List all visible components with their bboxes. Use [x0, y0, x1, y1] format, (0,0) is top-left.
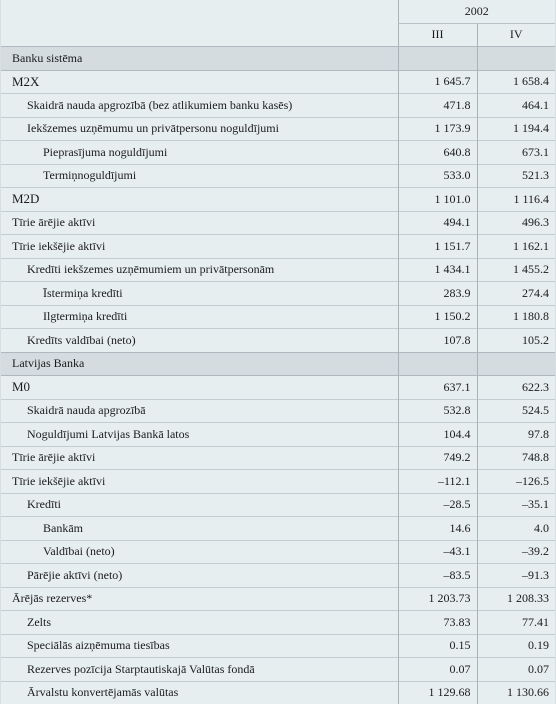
row-label: Kredīti iekšzemes uzņēmumiem un privātpersonām — [1, 258, 398, 282]
table-row — [1, 70, 555, 94]
table-row — [1, 235, 555, 259]
value-q4: 524.5 — [477, 399, 555, 423]
row-label: Tīrie ārējie aktīvi — [1, 211, 398, 235]
table-row — [1, 634, 555, 658]
row-label: Kredīti — [1, 493, 398, 517]
year-header: 2002 — [398, 0, 555, 23]
section-header-row — [1, 352, 555, 376]
value-q3: –112.1 — [398, 470, 477, 494]
row-label: Skaidrā nauda apgrozībā (bez atlikumiem banku kasēs) — [1, 94, 398, 118]
value-q3: –83.5 — [398, 564, 477, 588]
section-blank-cell — [477, 47, 555, 71]
value-q4: 1 180.8 — [477, 305, 555, 329]
value-q3: 0.07 — [398, 658, 477, 682]
section-blank-cell — [398, 352, 477, 376]
table-row — [1, 164, 555, 188]
value-q4: 496.3 — [477, 211, 555, 235]
table-row — [1, 117, 555, 141]
value-q4: 673.1 — [477, 141, 555, 165]
row-label: Kredīts valdībai (neto) — [1, 329, 398, 353]
value-q3: 1 645.7 — [398, 70, 477, 94]
value-q4: 274.4 — [477, 282, 555, 306]
section-title: Banku sistēma — [1, 47, 398, 71]
row-label: Tīrie iekšējie aktīvi — [1, 470, 398, 494]
value-q4: 1 194.4 — [477, 117, 555, 141]
table-row — [1, 94, 555, 118]
value-q3: 637.1 — [398, 376, 477, 400]
value-q3: 1 101.0 — [398, 188, 477, 212]
row-label: Tīrie ārējie aktīvi — [1, 446, 398, 470]
table-row — [1, 681, 555, 704]
value-q4: 0.07 — [477, 658, 555, 682]
value-q3: 749.2 — [398, 446, 477, 470]
value-q3: 1 150.2 — [398, 305, 477, 329]
row-label: Tīrie iekšējie aktīvi — [1, 235, 398, 259]
value-q4: 1 130.66 — [477, 681, 555, 704]
value-q4: –35.1 — [477, 493, 555, 517]
row-label: Skaidrā nauda apgrozībā — [1, 399, 398, 423]
value-q3: 471.8 — [398, 94, 477, 118]
value-q4: –126.5 — [477, 470, 555, 494]
row-label: M0 — [1, 376, 398, 400]
value-q3: 283.9 — [398, 282, 477, 306]
row-label: Pieprasījuma noguldījumi — [1, 141, 398, 165]
table-row — [1, 305, 555, 329]
value-q3: 1 173.9 — [398, 117, 477, 141]
row-label: Zelts — [1, 611, 398, 635]
value-q4: 105.2 — [477, 329, 555, 353]
value-q3: 104.4 — [398, 423, 477, 447]
row-label: Valdībai (neto) — [1, 540, 398, 564]
value-q4: –91.3 — [477, 564, 555, 588]
value-q3: 1 129.68 — [398, 681, 477, 704]
table-row — [1, 258, 555, 282]
table-row — [1, 211, 555, 235]
value-q3: 14.6 — [398, 517, 477, 541]
value-q4: 464.1 — [477, 94, 555, 118]
row-label: Speciālās aizņēmuma tiesības — [1, 634, 398, 658]
value-q3: 533.0 — [398, 164, 477, 188]
value-q4: 0.19 — [477, 634, 555, 658]
section-title: Latvijas Banka — [1, 352, 398, 376]
row-label: Ārējās rezerves* — [1, 587, 398, 611]
row-label: Bankām — [1, 517, 398, 541]
table-row — [1, 329, 555, 353]
section-blank-cell — [398, 47, 477, 71]
value-q3: 107.8 — [398, 329, 477, 353]
table-row — [1, 376, 555, 400]
table-row — [1, 611, 555, 635]
header-blank-cell — [1, 0, 398, 47]
table-row — [1, 517, 555, 541]
value-q3: 0.15 — [398, 634, 477, 658]
row-label: Rezerves pozīcija Starptautiskajā Valūtas fondā — [1, 658, 398, 682]
row-label: M2D — [1, 188, 398, 212]
table-row — [1, 423, 555, 447]
table-row — [1, 446, 555, 470]
value-q4: 1 162.1 — [477, 235, 555, 259]
table-row — [1, 141, 555, 165]
value-q4: 748.8 — [477, 446, 555, 470]
value-q3: –43.1 — [398, 540, 477, 564]
row-label: Ilgtermiņa kredīti — [1, 305, 398, 329]
value-q4: –39.2 — [477, 540, 555, 564]
section-header-row — [1, 47, 555, 71]
value-q3: 1 434.1 — [398, 258, 477, 282]
value-q4: 97.8 — [477, 423, 555, 447]
table-row — [1, 564, 555, 588]
value-q3: 1 203.73 — [398, 587, 477, 611]
value-q3: 640.8 — [398, 141, 477, 165]
table-row — [1, 470, 555, 494]
value-q4: 521.3 — [477, 164, 555, 188]
value-q4: 1 208.33 — [477, 587, 555, 611]
table-row — [1, 399, 555, 423]
row-label: Pārējie aktīvi (neto) — [1, 564, 398, 588]
row-label: Termiņnoguldījumi — [1, 164, 398, 188]
value-q4: 1 116.4 — [477, 188, 555, 212]
table-row — [1, 282, 555, 306]
value-q4: 1 455.2 — [477, 258, 555, 282]
monetary-aggregates-table — [1, 0, 555, 704]
table-row — [1, 658, 555, 682]
row-label: Īstermiņa kredīti — [1, 282, 398, 306]
table-row — [1, 493, 555, 517]
row-label: Ārvalstu konvertējamās valūtas — [1, 681, 398, 704]
value-q3: 532.8 — [398, 399, 477, 423]
table-row — [1, 188, 555, 212]
section-blank-cell — [477, 352, 555, 376]
value-q3: –28.5 — [398, 493, 477, 517]
value-q3: 1 151.7 — [398, 235, 477, 259]
table-row — [1, 540, 555, 564]
value-q3: 73.83 — [398, 611, 477, 635]
quarter-header-iii: III — [398, 23, 477, 47]
value-q3: 494.1 — [398, 211, 477, 235]
row-label: Iekšzemes uzņēmumu un privātpersonu noguldījumi — [1, 117, 398, 141]
value-q4: 4.0 — [477, 517, 555, 541]
quarter-header-iv: IV — [477, 23, 555, 47]
table-row — [1, 587, 555, 611]
value-q4: 77.41 — [477, 611, 555, 635]
value-q4: 622.3 — [477, 376, 555, 400]
row-label: M2X — [1, 70, 398, 94]
value-q4: 1 658.4 — [477, 70, 555, 94]
row-label: Noguldījumi Latvijas Bankā latos — [1, 423, 398, 447]
